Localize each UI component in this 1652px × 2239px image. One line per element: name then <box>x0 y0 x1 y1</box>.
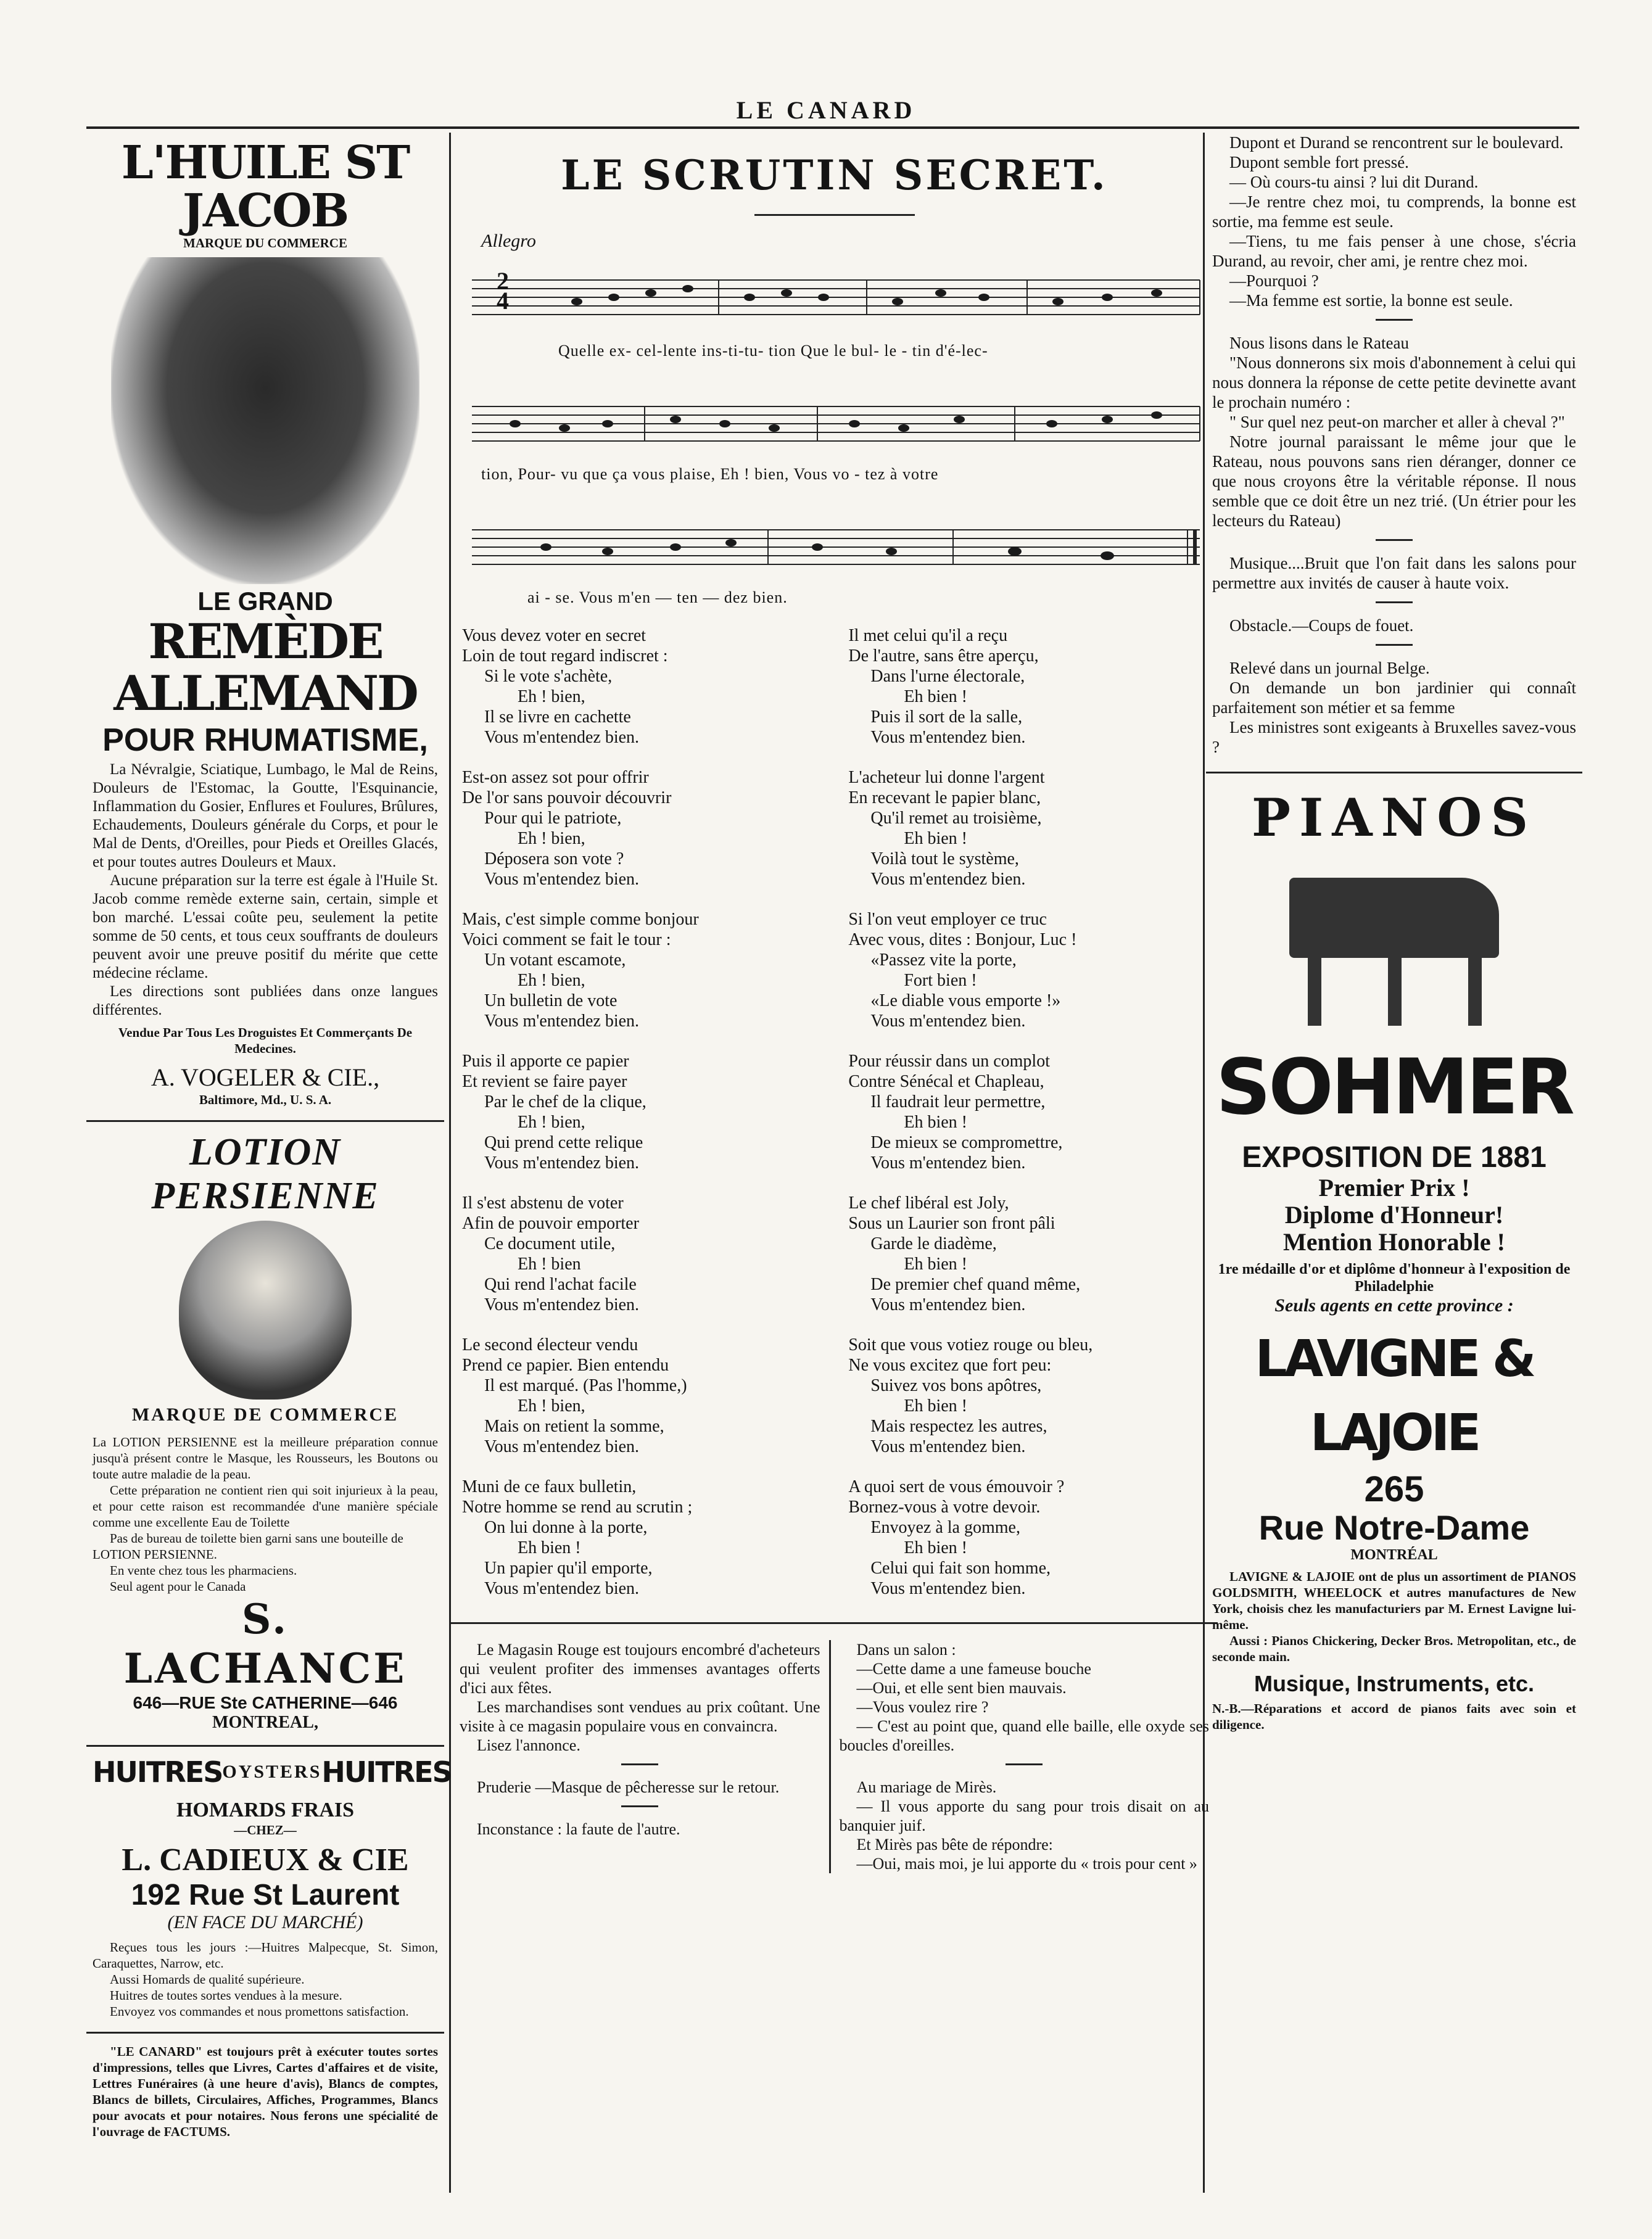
dupont-p7: —Ma femme est sortie, la bonne est seule. <box>1229 291 1513 310</box>
verse-line: Suivez vos bons apôtres, <box>870 1376 1042 1395</box>
song-verse <box>848 1335 1209 1457</box>
piano-body <box>1289 878 1499 958</box>
dupont-p6: —Pourquoi ? <box>1229 271 1319 290</box>
oysters-title-right: HUITRES <box>321 1755 452 1789</box>
verse-line: Vous m'entendez bien. <box>870 1437 1026 1456</box>
ad-rule-1 <box>86 1120 444 1122</box>
verse-line: Vous m'entendez bien. <box>870 728 1026 747</box>
oysters-title-row <box>93 1755 452 1789</box>
verse-line: De premier chef quand même, <box>870 1275 1081 1294</box>
verse-line: De l'autre, sans être aperçu, <box>848 646 1039 666</box>
rateau-p1: Nous lisons dans le Rateau <box>1229 334 1409 352</box>
song-verse <box>848 1193 1209 1315</box>
verse-line: Si le vote s'achète, <box>484 667 613 686</box>
divider <box>621 1763 658 1765</box>
magasin-rouge-p2: Les marchandises sont vendues au prix coûtant. Une visite à ce magasin populaire vous en convaincra. <box>460 1698 820 1735</box>
verse-line: A quoi sert de vous émouvoir ? <box>848 1477 1065 1496</box>
mires-p1: Au mariage de Mirès. <box>856 1778 997 1796</box>
verse-line: Ce document utile, <box>484 1234 616 1253</box>
oysters-merchant: L. CADIEUX & CIE <box>122 1842 409 1878</box>
right-column <box>1212 133 1576 1733</box>
divider <box>1376 601 1413 603</box>
st-jacob-body3: Les directions sont publiées dans onze langues différentes. <box>93 983 438 1018</box>
dupont-p3: — Où cours-tu ainsi ? lui dit Durand. <box>1229 173 1479 191</box>
bottom-right <box>840 1640 1210 1873</box>
st-jacob-city: Baltimore, Md., U. S. A. <box>199 1092 332 1107</box>
verse-line: Vous m'entendez bien. <box>484 1153 640 1173</box>
mires-p3: Et Mirès pas bête de répondre: <box>856 1836 1053 1853</box>
verse-line: Eh ! bien, <box>518 1113 585 1132</box>
verse-line: Il faudrait leur permettre, <box>870 1092 1046 1111</box>
verse-line: Voilà tout le système, <box>870 849 1019 868</box>
verse-line: Vous m'entendez bien. <box>484 728 640 747</box>
verse-line: Un votant escamote, <box>484 950 626 970</box>
belge-p2: On demande un bon jardinier qui connaît parfaitement son métier et sa femme <box>1212 678 1576 717</box>
piano-leg <box>1388 958 1402 1026</box>
oysters-ad <box>93 1755 452 2019</box>
verse-line: Il se livre en cachette <box>484 707 631 727</box>
verse-line: Eh bien ! <box>904 1538 967 1557</box>
verse-line: Avec vous, dites : Bonjour, Luc ! <box>848 930 1077 949</box>
verse-line: Vous m'entendez bien. <box>870 1295 1026 1314</box>
lotion-brand: LOTION PERSIENNE <box>151 1131 379 1217</box>
st-jacob-sold: Vendue Par Tous Les Droguistes Et Commerçants De Medecines. <box>118 1025 413 1056</box>
bottom-left <box>460 1640 820 1873</box>
oysters-body3: Huitres de toutes sortes vendues à la mesure. <box>110 1988 342 2003</box>
agents-text: Seuls agents en cette province : <box>1274 1295 1514 1316</box>
pianos-nb: N.-B.—Réparations et accord de pianos faits avec soin et diligence. <box>1212 1701 1576 1732</box>
song-verse <box>462 1051 841 1173</box>
monk-illustration <box>111 257 419 584</box>
salon-p1: Dans un salon : <box>856 1641 956 1659</box>
verse-line: Eh ! bien <box>518 1255 581 1274</box>
pianos-title: PIANOS <box>1251 787 1537 848</box>
pianos-body2: Aussi : Pianos Chickering, Decker Bros. Metropolitan, etc., de seconde main. <box>1212 1633 1576 1664</box>
verse-line: Le second électeur vendu <box>462 1335 638 1355</box>
verse-line: Est-on assez sot pour offrir <box>462 768 649 787</box>
verse-line: Eh ! bien, <box>518 971 585 990</box>
verse-line: Vous m'entendez bien. <box>484 1295 640 1314</box>
verse-line: Celui qui fait son homme, <box>870 1559 1051 1578</box>
verse-line: Bornez-vous à votre devoir. <box>848 1498 1041 1517</box>
pianos-tagline: Musique, Instruments, etc. <box>1253 1671 1535 1696</box>
song-verse <box>462 909 841 1031</box>
verse-line: Fort bien ! <box>904 971 977 990</box>
prize-2: Diplome d'Honneur! <box>1284 1201 1504 1229</box>
verse-line: Déposera son vote ? <box>484 849 624 868</box>
prize-1: Premier Prix ! <box>1318 1174 1470 1202</box>
verse-line: Eh bien ! <box>904 1396 967 1416</box>
verse-line: «Passez vite la porte, <box>870 950 1017 970</box>
lotion-city: MONTREAL, <box>212 1713 318 1732</box>
music-staves <box>460 255 1209 619</box>
verse-line: En recevant le papier blanc, <box>848 788 1041 807</box>
printing-notice: "LE CANARD" est toujours prêt à exécuter toutes sortes d'impressions, telles que Livres, Cartes d'affaires et de visite, Lettres Funéraires (à une heure d'avis), Blancs de comptes, Blancs de billets, Circulaires, Affiches, Programmes, Blancs pour avocats et pour notaires. Nous ferons une spécialité de l'ouvrage de FACTUMS. <box>93 2044 438 2139</box>
verse-line: Pour réussir dans un complot <box>848 1052 1050 1071</box>
oysters-line1: HOMARDS FRAIS <box>176 1799 355 1821</box>
st-jacob-headline2: POUR RHUMATISME, <box>102 722 428 758</box>
obstacle: Obstacle.—Coups de fouet. <box>1229 616 1414 635</box>
st-jacob-company: A. VOGELER & CIE., <box>151 1063 380 1091</box>
verse-line: Mais, c'est simple comme bonjour <box>462 910 699 929</box>
verse-line: L'acheteur lui donne l'argent <box>848 768 1045 787</box>
verse-line: Loin de tout regard indiscret : <box>462 646 668 666</box>
piano-illustration <box>1265 859 1524 1038</box>
lotion-body4: En vente chez tous les pharmaciens. <box>110 1563 297 1578</box>
piano-leg <box>1468 958 1482 1026</box>
verse-line: Vous devez voter en secret <box>462 626 646 645</box>
verse-line: Mais on retient la somme, <box>484 1417 664 1436</box>
verse-line: Vous m'entendez bien. <box>870 1012 1026 1031</box>
prize-3: Mention Honorable ! <box>1283 1228 1505 1256</box>
sohmer-brand: SOHMER <box>1215 1043 1573 1132</box>
time-signature <box>497 267 509 315</box>
song-verse <box>848 625 1209 748</box>
mires-p2: — Il vous apporte du sang pour trois disait on au banquier juif. <box>839 1797 1209 1834</box>
verse-line: Sous un Laurier son front pâli <box>848 1214 1055 1233</box>
verse-line: Dans l'urne électorale, <box>870 667 1025 686</box>
song-verse <box>462 1335 841 1457</box>
verse-line: Qui prend cette relique <box>484 1133 643 1152</box>
pianos-body: LAVIGNE & LAJOIE ont de plus un assortiment de PIANOS GOLDSMITH, WHEELOCK et autres manufactures de New York, choisis chez les manufacturiers par M. Ernest Lavigne lui-même. <box>1212 1569 1576 1632</box>
verse-line: Il s'est abstenu de voter <box>462 1194 624 1213</box>
song-verse <box>462 1193 841 1315</box>
verse-line: Afin de pouvoir emporter <box>462 1214 639 1233</box>
salon-p3: —Oui, et elle sent bien mauvais. <box>856 1679 1067 1697</box>
st-jacob-ad <box>93 136 438 1108</box>
dupont-p2: Dupont semble fort pressé. <box>1229 153 1409 171</box>
verse-line: Si l'on veut employer ce truc <box>848 910 1047 929</box>
verse-line: Un papier qu'il emporte, <box>484 1559 653 1578</box>
belge-p3: Les ministres sont exigeants à Bruxelles savez-vous ? <box>1212 718 1576 756</box>
st-jacob-body: La Névralgie, Sciatique, Lumbago, le Mal de Reins, Douleurs de l'Estomac, la Goutte, l'Esquinancie, Inflammation du Gosier, Enflures et Foulures, Brûlures, Echaudements, Douleurs générale du Corps, et pour le Mal de Dents, d'Oreilles, pour Pieds et Oreilles Glacés, et pour toutes autres Douleurs et Maux. <box>93 761 438 870</box>
lotion-trademark: MARQUE DE COMMERCE <box>131 1404 399 1425</box>
verse-line: Par le chef de la clique, <box>484 1092 646 1111</box>
verse-line: Il est marqué. (Pas l'homme,) <box>484 1376 687 1395</box>
oysters-address: 192 Rue St Laurent <box>131 1879 400 1911</box>
tempo-marking: Allegro <box>481 231 536 251</box>
oysters-body: Reçues tous les jours :—Huitres Malpecque, St. Simon, Caraquettes, Narrow, etc. <box>93 1940 438 1971</box>
mires-p4: —Oui, mais moi, je lui apporte du « trois pour cent » <box>856 1855 1197 1873</box>
verse-line: Vous m'entendez bien. <box>870 870 1026 889</box>
masthead: LE CANARD <box>736 96 916 124</box>
salon-p2: —Cette dame a une fameuse bouche <box>856 1660 1091 1678</box>
lotion-address: 646—RUE Ste CATHERINE—646 <box>133 1693 398 1712</box>
dupont-p5: —Tiens, tu me fais penser à une chose, s'écria Durand, au revoir, cher ami, je rentre chez moi. <box>1212 232 1576 270</box>
st-jacob-brand: L'HUILE ST JACOB <box>121 136 410 237</box>
verse-line: Garde le diadème, <box>870 1234 997 1253</box>
verse-line: Notre homme se rend au scrutin ; <box>462 1498 693 1517</box>
verse-line: Vous m'entendez bien. <box>484 1579 640 1598</box>
salon-p5: — C'est au point que, quand elle baille, elle oxyde ses boucles d'oreilles. <box>839 1717 1209 1754</box>
song-verse <box>848 909 1209 1031</box>
verse-line: De l'or sans pouvoir découvrir <box>462 788 672 807</box>
oysters-line2: —CHEZ— <box>234 1823 297 1837</box>
oysters-title-left: HUITRES <box>93 1755 223 1789</box>
verse-line: Soit que vous votiez rouge ou bleu, <box>848 1335 1093 1355</box>
pianos-ad-rule <box>1206 772 1582 773</box>
medal-text: 1re médaille d'or et diplôme d'honneur à l'exposition de Philadelphie <box>1218 1261 1571 1295</box>
oysters-body4: Envoyez vos commandes et nous promettons satisfaction. <box>110 2004 409 2019</box>
verses-right-column <box>841 625 1209 1618</box>
salon-p4: —Vous voulez rire ? <box>856 1698 989 1716</box>
anecdotes <box>1212 133 1576 757</box>
title-ornament <box>754 214 915 216</box>
divider <box>1376 539 1413 541</box>
piano-leg <box>1308 958 1321 1026</box>
verse-line: Eh bien ! <box>904 829 967 848</box>
rateau-p4: Notre journal paraissant le même jour que le Rateau, nous pouvons sans rien déranger, donner ce que nous croyons être la véritable réponse. Il nous semble que ce doit être un nez trié. (Un étrier pour les lecteurs du Rateau) <box>1212 432 1576 530</box>
verse-line: Qu'il remet au troisième, <box>870 809 1042 828</box>
oysters-note: (EN FACE DU MARCHÉ) <box>167 1912 363 1932</box>
column-divider-left <box>449 133 451 2193</box>
dealer-number: 265 <box>1364 1469 1424 1509</box>
lotion-body: La LOTION PERSIENNE est la meilleure préparation connue jusqu'à présent contre le Masque, les Rousseurs, les Boutons ou toute autre maladie de la peau. <box>93 1435 438 1482</box>
left-column <box>93 133 452 2140</box>
magasin-rouge-p3: Lisez l'annonce. <box>477 1736 580 1754</box>
ad-rule-2 <box>86 1745 444 1747</box>
belge-p1: Relevé dans un journal Belge. <box>1229 659 1430 677</box>
dealer-street: Rue Notre-Dame <box>1258 1508 1530 1547</box>
verse-line: Vous m'entendez bien. <box>484 1437 640 1456</box>
verse-line: Qui rend l'achat facile <box>484 1275 637 1294</box>
verse-line: Voici comment se fait le tour : <box>462 930 671 949</box>
verse-line: Envoyez à la gomme, <box>870 1518 1020 1537</box>
dupont-p1: Dupont et Durand se rencontrent sur le boulevard. <box>1229 133 1564 152</box>
verse-line: Puis il sort de la salle, <box>870 707 1023 727</box>
verse-line: Vous m'entendez bien. <box>484 870 640 889</box>
verse-line: Eh ! bien, <box>518 829 585 848</box>
rateau-p3: " Sur quel nez peut-on marcher et aller à cheval ?" <box>1229 413 1565 431</box>
lady-portrait <box>179 1221 352 1400</box>
verse-line: Mais respectez les autres, <box>870 1417 1047 1436</box>
verse-line: Eh ! bien, <box>518 1396 585 1416</box>
pianos-ad <box>1212 787 1576 1733</box>
divider <box>1006 1763 1043 1765</box>
verse-line: Contre Sénécal et Chapleau, <box>848 1072 1044 1091</box>
verse-line: Vous m'entendez bien. <box>870 1579 1026 1598</box>
song-verse <box>462 1477 841 1599</box>
musique: Musique....Bruit que l'on fait dans les salons pour permettre aux invités de causer à haute voix. <box>1212 554 1576 592</box>
verse-line: Vous m'entendez bien. <box>870 1153 1026 1173</box>
verse-line: Ne vous excitez que fort peu: <box>848 1356 1052 1375</box>
song-verse <box>462 767 841 889</box>
verses-left-column <box>460 625 841 1618</box>
oysters-title-mid: OYSTERS <box>222 1762 322 1782</box>
verse-line: Eh bien ! <box>904 1113 967 1132</box>
dealer-name: LAVIGNE & LAJOIE <box>1255 1330 1534 1462</box>
verse-line: Un bulletin de vote <box>484 991 617 1010</box>
divider <box>1376 644 1413 646</box>
lyrics-line-1: Quelle ex- cel-lente ins-ti-tu- tion Que le bul- le - tin d'é-lec- <box>558 342 988 360</box>
st-jacob-body2: Aucune préparation sur la terre est égale à l'Huile St. Jacob comme remède externe sain, certain, simple et bon marché. L'essai coûte peu, seulement la petite somme de 50 cents, et tous ceux souffrants de douleurs peuvent avoir une preuve positif du mérite que cette médecine réclame. <box>93 872 438 981</box>
song-verse <box>848 1051 1209 1173</box>
song-verse <box>848 767 1209 889</box>
verse-line: Et revient se faire payer <box>462 1072 627 1091</box>
bottom-section <box>460 1640 1209 1873</box>
rateau-p2: "Nous donnerons six mois d'abonnement à celui qui nous donnera la réponse de cette petite devinette avant le prochain numéro : <box>1212 353 1576 411</box>
expo-title: EXPOSITION DE 1881 <box>1242 1141 1547 1174</box>
verse-line: Il met celui qu'il a reçu <box>848 626 1008 645</box>
verse-line: Pour qui le patriote, <box>484 809 622 828</box>
verse-line: Vous m'entendez bien. <box>484 1012 640 1031</box>
lotion-persienne-ad <box>93 1131 438 1733</box>
st-jacob-headline: REMÈDE ALLEMAND <box>114 614 417 722</box>
staff-1 <box>472 280 1200 315</box>
staff-3 <box>472 530 1200 564</box>
dupont-p4: —Je rentre chez moi, tu comprends, la bonne est sortie, ma femme est seule. <box>1212 192 1576 231</box>
staff-2 <box>472 406 1200 441</box>
lotion-body2: Cette préparation ne contient rien qui soit injurieux à la peau, et pour cette raison est recommandée d'une manière spéciale comme une excellente Eau de Toilette <box>93 1483 438 1530</box>
verses <box>460 625 1209 1618</box>
song-verse <box>462 625 841 748</box>
verse-line: Puis il apporte ce papier <box>462 1052 629 1071</box>
verse-line: «Le diable vous emporte !» <box>870 991 1061 1010</box>
lotion-body5: Seul agent pour le Canada <box>110 1579 246 1594</box>
divider <box>621 1805 658 1807</box>
st-jacob-trademark: MARQUE DU COMMERCE <box>183 236 347 250</box>
verse-line: Eh bien ! <box>904 687 967 706</box>
divider <box>1376 319 1413 321</box>
lotion-body3: Pas de bureau de toilette bien garni sans une bouteille de LOTION PERSIENNE. <box>93 1531 403 1562</box>
ad-rule-3 <box>86 2032 444 2034</box>
magasin-rouge-p1: Le Magasin Rouge est toujours encombré d'acheteurs qui veulent profiter des immenses avantages offerts d'ici aux fêtes. <box>460 1641 820 1697</box>
oysters-body2: Aussi Homards de qualité supérieure. <box>110 1972 305 1987</box>
verse-line: Prend ce papier. Bien entendu <box>462 1356 669 1375</box>
lyrics-line-3: ai - se. Vous m'en — ten — dez bien. <box>527 588 788 606</box>
inconstance: Inconstance : la faute de l'autre. <box>477 1820 680 1838</box>
top-rule <box>86 126 1579 129</box>
middle-column <box>460 133 1209 1873</box>
bottom-section-rule <box>451 1622 1218 1624</box>
time-sig-top: 2 <box>497 267 509 295</box>
verse-line: Eh bien ! <box>518 1538 581 1557</box>
lyrics-line-2: tion, Pour- vu que ça vous plaise, Eh ! bien, Vous vo - tez à votre <box>481 465 939 483</box>
verse-line: De mieux se compromettre, <box>870 1133 1063 1152</box>
song-title: LE SCRUTIN SECRET. <box>561 151 1108 199</box>
pruderie: Pruderie —Masque de pêcheresse sur le retour. <box>477 1778 780 1796</box>
verse-line: Eh ! bien, <box>518 687 585 706</box>
time-sig-bottom: 4 <box>497 287 509 315</box>
st-jacob-subtitle: LE GRAND <box>197 587 333 616</box>
verse-line: Le chef libéral est Joly, <box>848 1194 1009 1213</box>
sheet-music <box>460 255 1209 619</box>
dealer-city: MONTRÉAL <box>1350 1547 1438 1563</box>
song-verse <box>848 1477 1209 1599</box>
bottom-divider <box>829 1640 831 1873</box>
verse-line: Muni de ce faux bulletin, <box>462 1477 637 1496</box>
lotion-agent: S. LACHANCE <box>123 1595 407 1693</box>
verse-line: On lui donne à la porte, <box>484 1518 648 1537</box>
verse-line: Eh bien ! <box>904 1255 967 1274</box>
